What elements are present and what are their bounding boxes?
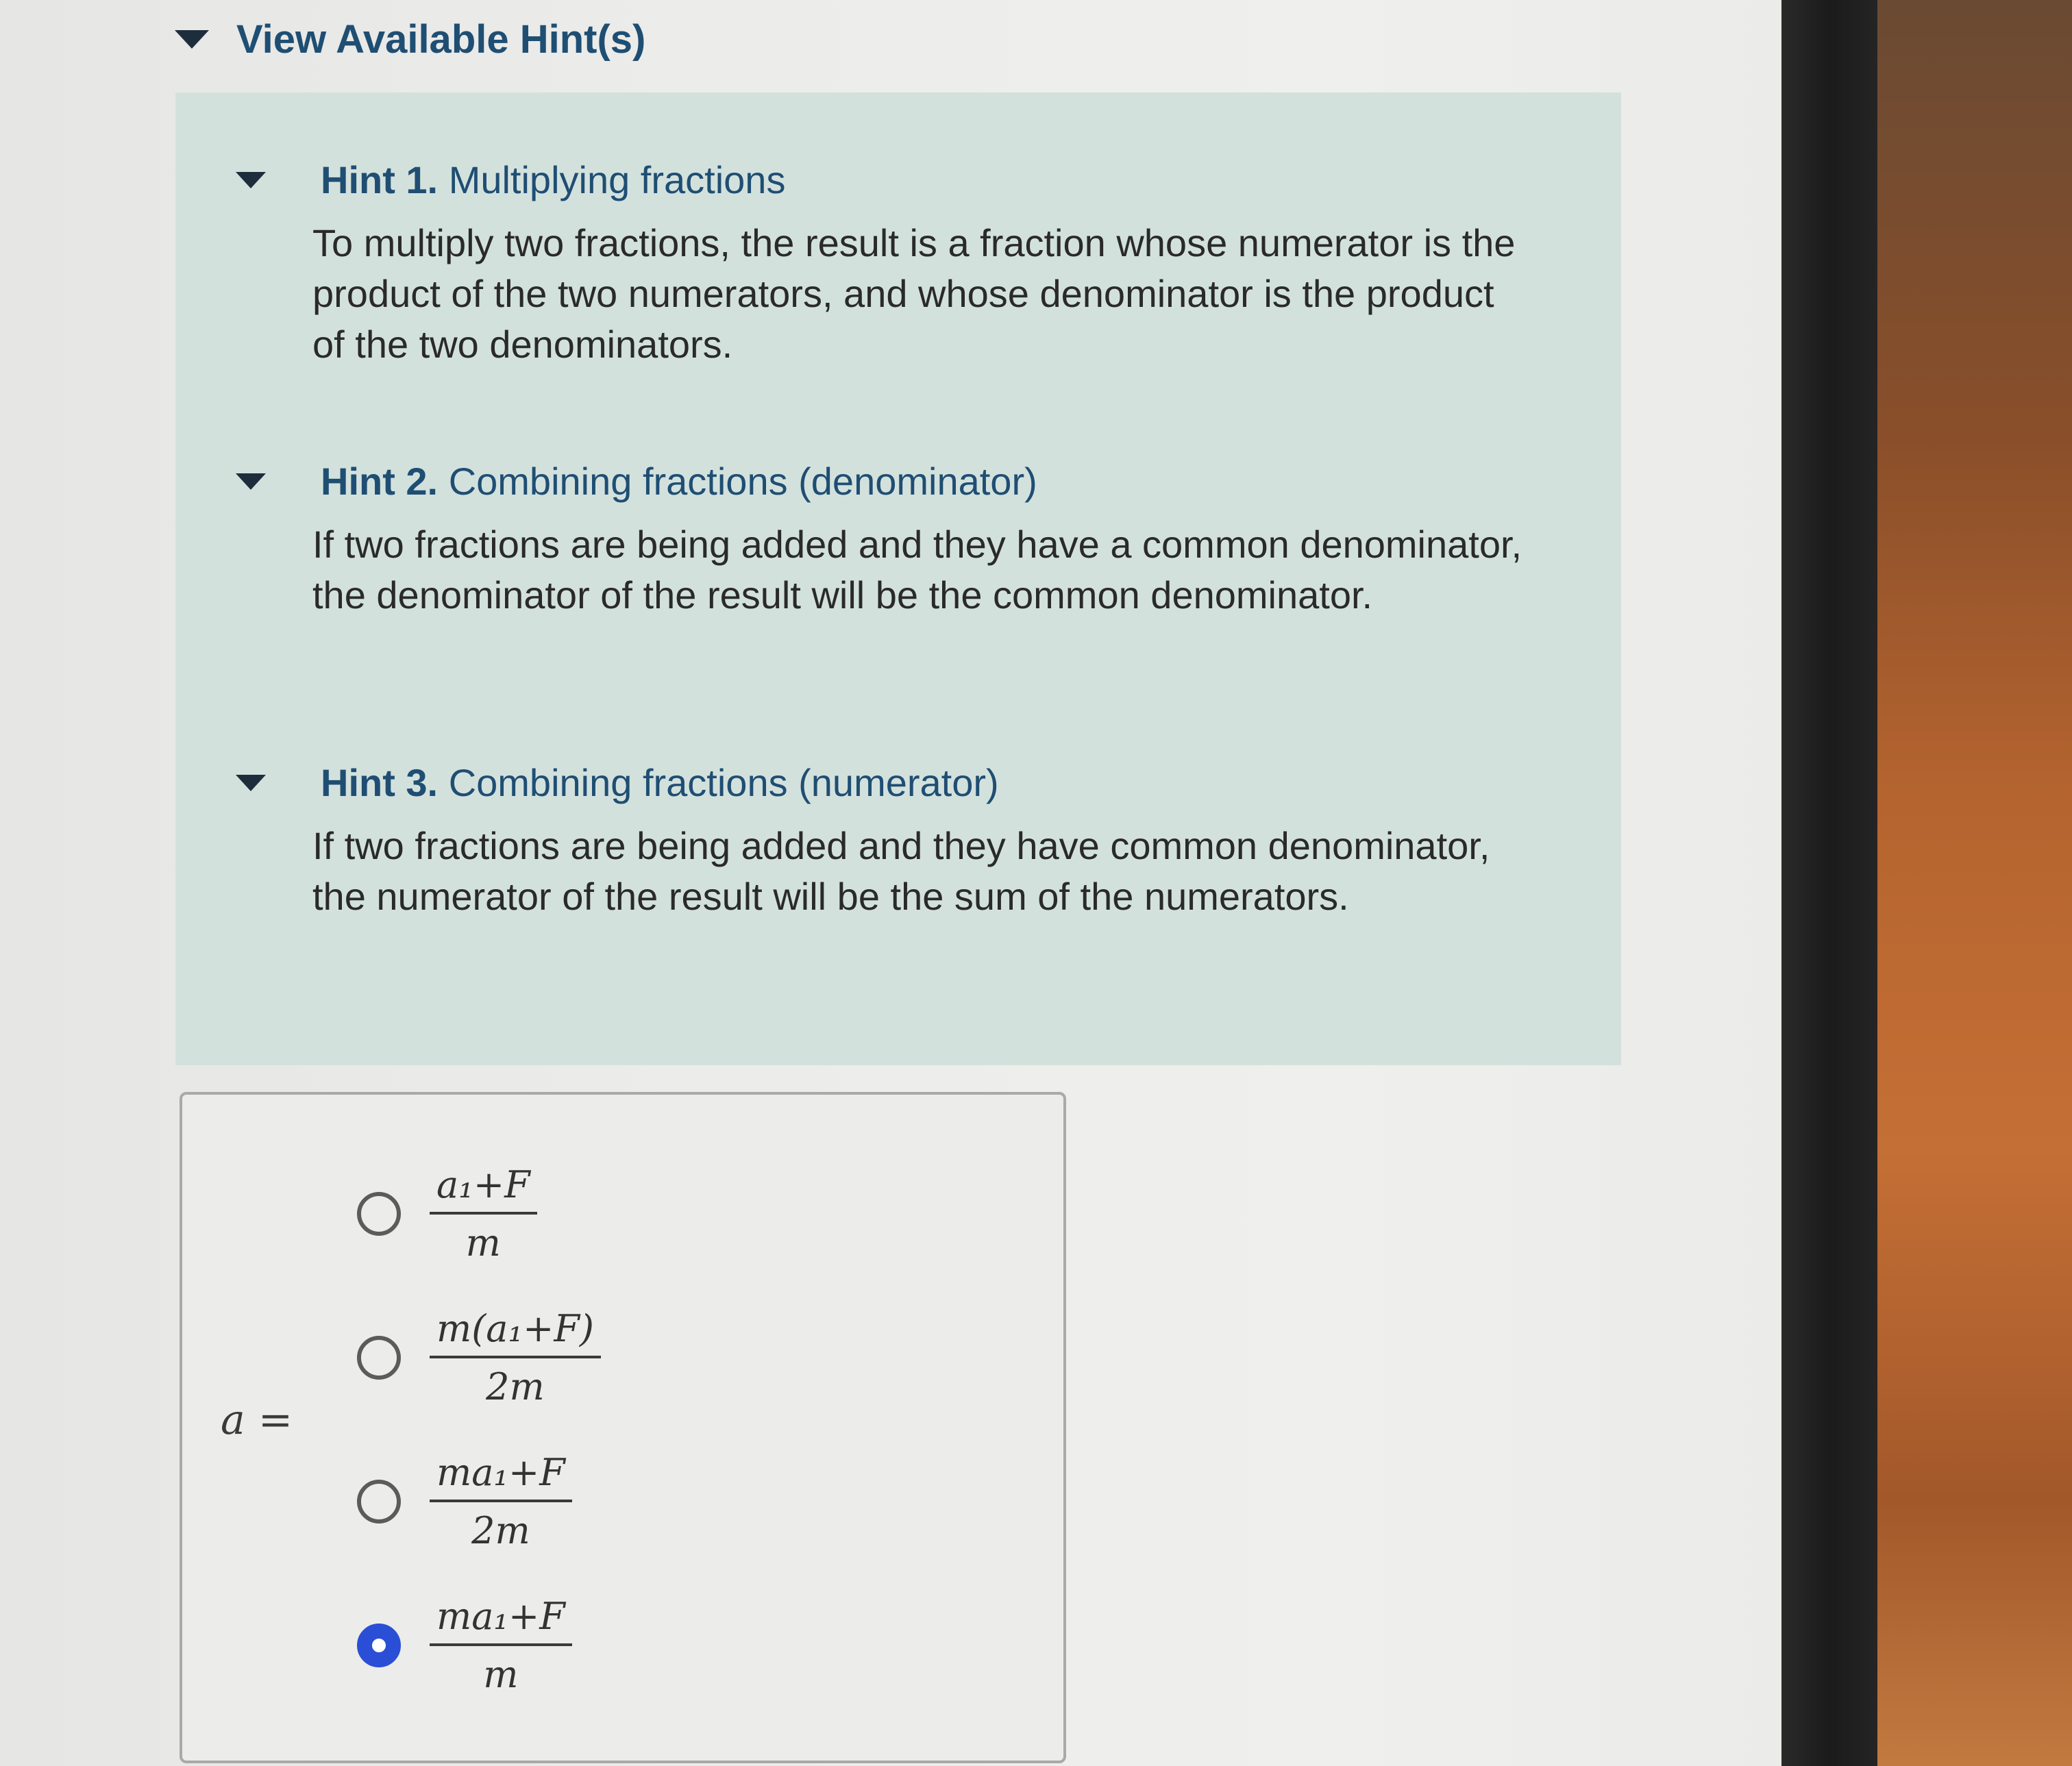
fraction <box>430 1595 572 1696</box>
hint-3-number: Hint 3. <box>321 761 439 804</box>
fraction <box>430 1307 601 1408</box>
hints-panel <box>175 92 1621 1065</box>
hint-1-title <box>321 158 785 202</box>
hint-1-body: To multiply two fractions, the result is a fraction whose numerator is the product of the two numerators, and whose denominator is the product of the two denominators. <box>312 221 1516 366</box>
radio-button[interactable] <box>357 1480 401 1524</box>
hint-3-body: If two fractions are being added and they have common denominator, the numerator of the result will be the sum of the numerators. <box>312 824 1490 918</box>
caret-down-icon <box>236 172 266 188</box>
fraction-denominator: m <box>465 1221 501 1265</box>
fraction-denominator: 2m <box>486 1365 545 1408</box>
fraction <box>430 1163 537 1265</box>
fraction-denominator: m <box>483 1653 519 1696</box>
background-surface <box>1877 0 2072 1766</box>
hint-3-toggle[interactable] <box>175 760 999 805</box>
fraction <box>430 1451 572 1552</box>
answer-box <box>180 1092 1066 1763</box>
fraction-numerator: a₁+F <box>430 1163 537 1215</box>
screen-bezel <box>1781 0 1877 1766</box>
hint-2-title-text: Combining fractions (denominator) <box>448 460 1037 503</box>
hint-2-toggle[interactable] <box>175 459 1037 503</box>
lhs-equals: = <box>258 1396 293 1444</box>
answer-option-3[interactable] <box>357 1451 572 1552</box>
fraction-numerator: ma₁+F <box>430 1595 572 1646</box>
caret-down-icon <box>175 30 209 49</box>
answer-option-4[interactable] <box>357 1595 572 1696</box>
radio-button[interactable] <box>357 1192 401 1236</box>
hint-2-body: If two fractions are being added and they have a common denominator, the denominator of the result will be the common denominator. <box>312 523 1522 617</box>
answer-option-1[interactable] <box>357 1163 537 1265</box>
hint-3-title-text: Combining fractions (numerator) <box>448 761 999 804</box>
hint-1-toggle[interactable] <box>175 158 785 202</box>
hint-2-number: Hint 2. <box>321 460 439 503</box>
view-hints-toggle[interactable] <box>175 16 645 62</box>
hint-1-number: Hint 1. <box>321 158 439 201</box>
hint-1-title-text: Multiplying fractions <box>448 158 786 201</box>
fraction-denominator: 2m <box>471 1509 530 1552</box>
fraction-numerator: ma₁+F <box>430 1451 572 1502</box>
hint-3-title <box>321 760 999 805</box>
radio-button[interactable] <box>357 1336 401 1380</box>
hint-2-title <box>321 459 1037 503</box>
answer-option-2[interactable] <box>357 1307 601 1408</box>
lhs-variable: a <box>221 1396 245 1444</box>
view-hints-label: View Available Hint(s) <box>236 17 646 62</box>
caret-down-icon <box>236 473 266 490</box>
equation-lhs <box>221 1396 293 1444</box>
fraction-numerator: m(a₁+F) <box>430 1307 601 1358</box>
radio-button[interactable] <box>357 1624 401 1667</box>
caret-down-icon <box>236 775 266 791</box>
